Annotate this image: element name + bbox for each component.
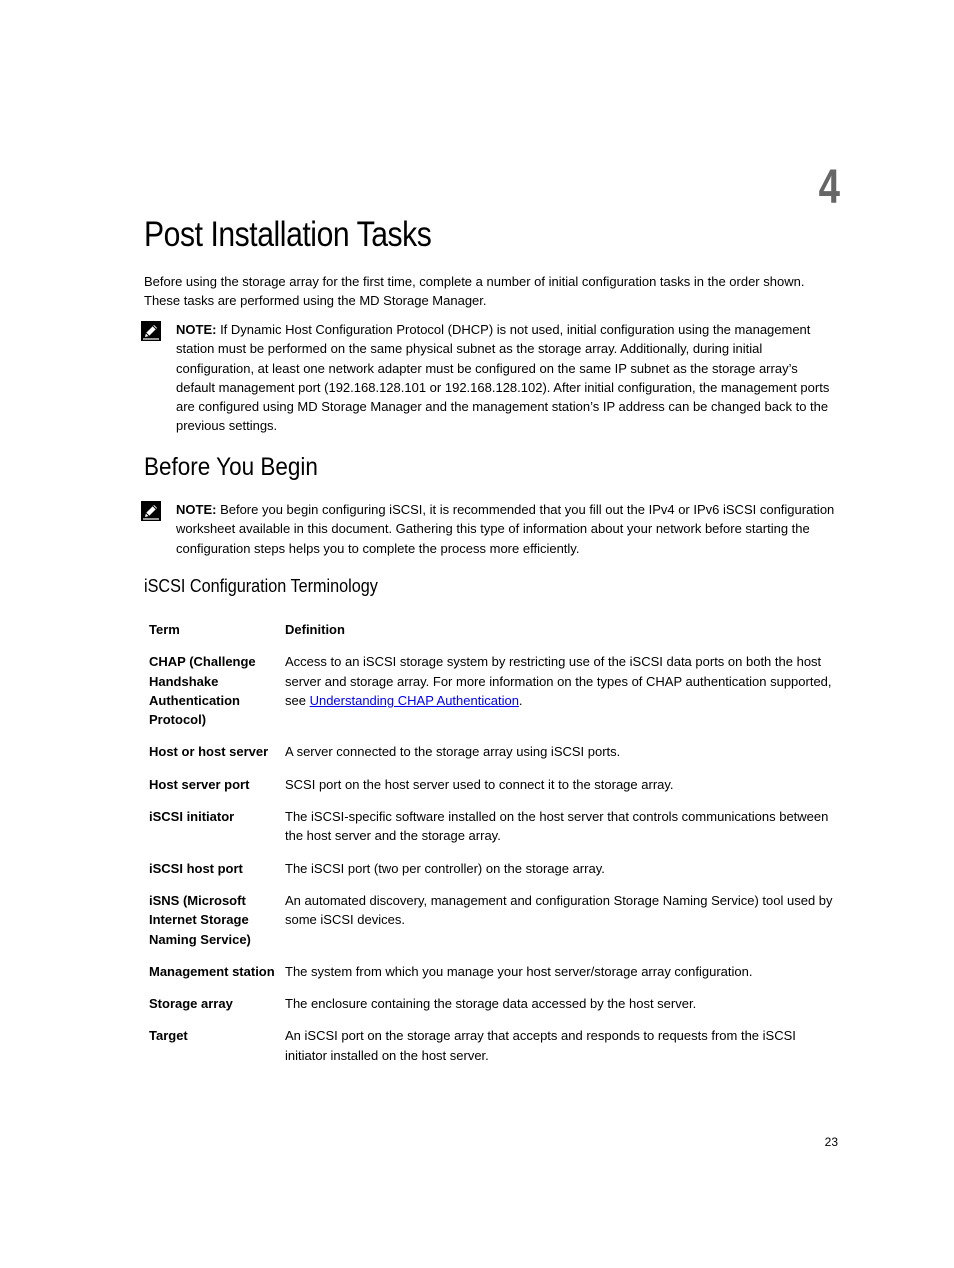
definition-cell: The enclosure containing the storage data accessed by the host server. xyxy=(285,996,697,1012)
table-row xyxy=(144,958,844,990)
term-cell: Storage array xyxy=(149,996,233,1012)
term-cell: iSCSI initiator xyxy=(149,809,235,825)
table-header-row xyxy=(144,616,844,648)
chap-authentication-link[interactable]: Understanding CHAP Authentication xyxy=(309,692,519,708)
intro-paragraph: Before using the storage array for the first time, complete a number of initial configuration tasks in the order shown. These tasks are performed using the MD Storage Manager. xyxy=(144,274,805,309)
definition-suffix: . xyxy=(518,692,523,708)
term-cell: Management station xyxy=(149,963,275,979)
table-row xyxy=(144,771,844,803)
note-label: NOTE: xyxy=(176,322,217,337)
subsection-title: iSCSI Configuration Terminology xyxy=(144,576,378,596)
term-cell: CHAP (Challenge Handshake Authentication Protocol) xyxy=(149,654,256,728)
chapter-number: 4 xyxy=(818,161,840,214)
term-cell: Target xyxy=(149,1028,188,1044)
note-text: Before you begin configuring iSCSI, it is recommended that you fill out the IPv4 or IPv6 iSCSI configuration worksheet available in this document. Gathering this type of information about your network before starting the configuration steps helps you to complete the process more efficiently. xyxy=(176,502,835,556)
definition-text: Access to an iSCSI storage system by restricting use of the iSCSI data ports on both the host server and storage array. For more information on the types of CHAP authentication supported, see xyxy=(285,654,832,708)
section-title: Before You Begin xyxy=(144,453,318,481)
table-row xyxy=(144,1022,844,1074)
definition-cell: The system from which you manage your host server/storage array configuration. xyxy=(285,963,753,979)
page-number: 23 xyxy=(824,1135,838,1149)
note-text: If Dynamic Host Configuration Protocol (DHCP) is not used, initial configuration using the management station must be performed on the same physical subnet as the storage array. Additionally, during initial configuration, at least one network adapter must be configured on the same IP subnet as the storage array’s default management port (192.168.128.101 or 192.168.128.102). After initial configuration, the management ports are configured using MD Storage Manager and the management station’s IP address can be changed back to the previous settings. xyxy=(176,322,830,434)
note-label: NOTE: xyxy=(176,502,217,517)
table-row xyxy=(144,648,844,738)
column-header-definition: Definition xyxy=(285,622,345,637)
definition-cell: The iSCSI port (two per controller) on the storage array. xyxy=(285,860,605,876)
definition-cell: An iSCSI port on the storage array that accepts and responds to requests from the iSCSI initiator installed on the host server. xyxy=(285,1028,796,1063)
definition-cell xyxy=(280,648,844,738)
term-cell: Host server port xyxy=(149,776,250,792)
term-cell: iSCSI host port xyxy=(149,860,243,876)
pencil-note-icon xyxy=(140,320,162,342)
terminology-table xyxy=(144,616,844,1074)
definition-cell: A server connected to the storage array using iSCSI ports. xyxy=(285,744,621,760)
page-title: Post Installation Tasks xyxy=(144,215,432,254)
definition-cell: An automated discovery, management and configuration Storage Naming Service) tool used by some iSCSI devices. xyxy=(285,892,833,928)
term-cell: iSNS (Microsoft Internet Storage Naming Service) xyxy=(149,892,251,947)
table-row xyxy=(144,855,844,887)
column-header-term: Term xyxy=(149,622,180,637)
definition-cell: SCSI port on the host server used to connect it to the storage array. xyxy=(285,776,674,792)
table-row xyxy=(144,887,844,958)
table-row xyxy=(144,990,844,1022)
term-cell: Host or host server xyxy=(149,744,269,760)
definition-cell: The iSCSI-specific software installed on the host server that controls communications between the host server and the storage array. xyxy=(285,809,829,844)
pencil-note-icon xyxy=(140,500,162,522)
table-row xyxy=(144,803,844,855)
table-row xyxy=(144,738,844,770)
